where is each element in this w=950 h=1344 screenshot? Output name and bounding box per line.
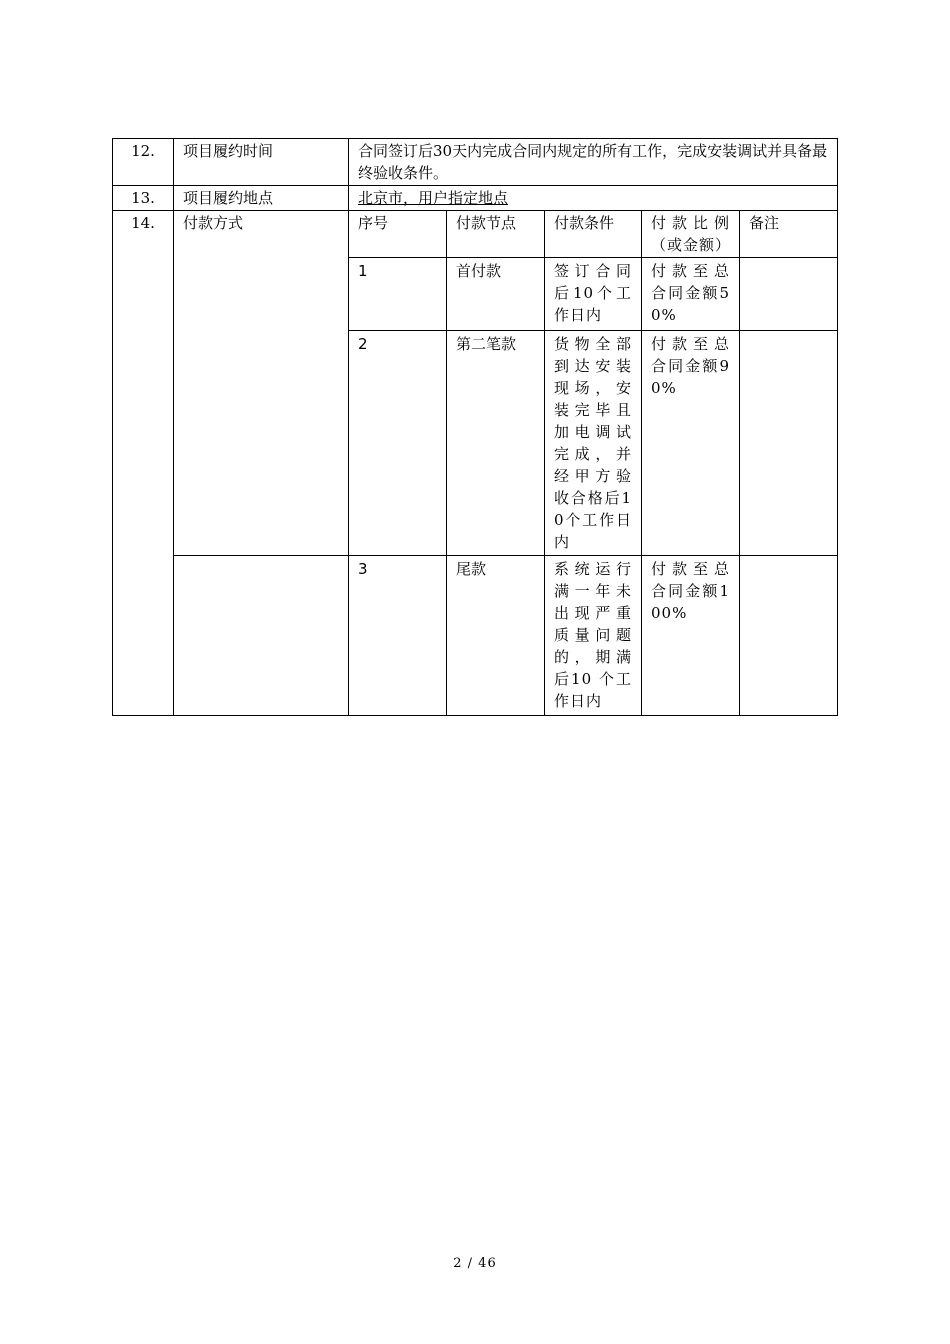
row-value: 合同签订后30天内完成合同内规定的所有工作，完成安装调试并具备最终验收条件。 [349, 139, 838, 186]
payment-note [740, 556, 838, 716]
payment-row [113, 556, 838, 716]
row-number: 14. [113, 211, 174, 716]
payment-note [740, 258, 838, 331]
row-label: 项目履约时间 [174, 139, 349, 186]
payment-note [740, 331, 838, 556]
payment-header-ratio: 付款比例（或金额） [642, 211, 740, 258]
payment-header-note: 备注 [740, 211, 838, 258]
contract-terms-table [112, 138, 838, 716]
row-label: 付款方式 [174, 211, 349, 556]
page-number: 2 / 46 [453, 1256, 497, 1271]
payment-seq: 1 [349, 258, 447, 331]
payment-condition: 货物全部到达安装现场，安装完毕且加电调试完成，并经甲方验收合格后10个工作日内 [545, 331, 642, 556]
row-number: 12. [113, 139, 174, 186]
payment-ratio: 付款至总合同金额100% [642, 556, 740, 716]
payment-condition: 系统运行满一年未出现严重质量问题的，期满后10 个工作日内 [545, 556, 642, 716]
payment-ratio: 付款至总合同金额50% [642, 258, 740, 331]
row-label-empty [174, 556, 349, 716]
payment-header-condition: 付款条件 [545, 211, 642, 258]
payment-header-node: 付款节点 [447, 211, 545, 258]
payment-header-seq: 序号 [349, 211, 447, 258]
payment-ratio: 付款至总合同金额90% [642, 331, 740, 556]
table-row-12 [113, 139, 838, 186]
row-value [349, 186, 838, 211]
payment-node: 首付款 [447, 258, 545, 331]
payment-seq: 3 [349, 556, 447, 716]
payment-seq: 2 [349, 331, 447, 556]
payment-node: 尾款 [447, 556, 545, 716]
location-text: 北京市，用户指定地点 [358, 189, 509, 207]
row-number: 13. [113, 186, 174, 211]
table-row-13 [113, 186, 838, 211]
table-row-14-header [113, 211, 838, 258]
payment-node: 第二笔款 [447, 331, 545, 556]
payment-condition: 签订合同后10个工作日内 [545, 258, 642, 331]
row-label: 项目履约地点 [174, 186, 349, 211]
